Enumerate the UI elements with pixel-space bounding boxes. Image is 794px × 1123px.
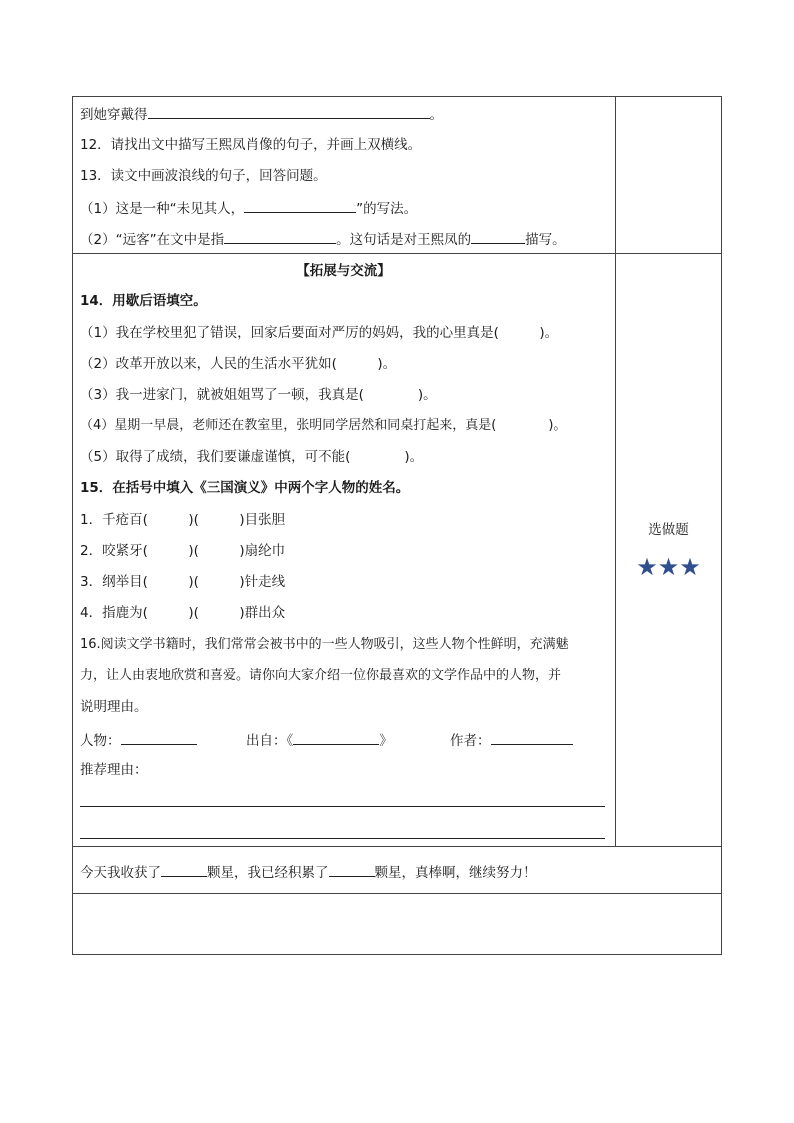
q13-2-prefix: （2）“远客”在文中是指 (80, 232, 225, 248)
blank-author[interactable] (491, 730, 573, 745)
summary-prefix: 今天我收获了 (80, 865, 161, 881)
q13-2-mid: 。这句话是对王熙凤的 (336, 232, 472, 248)
side-column-divider (615, 96, 616, 846)
label-author: 作者： (450, 733, 491, 749)
label-source: 出自：《 (246, 733, 294, 749)
section-heading: 【拓展与交流】 (296, 263, 391, 279)
q13-1-suffix: ”的写法。 (356, 201, 418, 217)
summary-line (80, 862, 537, 882)
question-15-1: 1．千疮百( )( )目张胆 (80, 512, 286, 528)
question-14-3: （3）我一进家门，就被姐姐骂了一顿，我真是( )。 (80, 387, 437, 403)
question-12: 12．请找出文中描写王熙凤肖像的句子，并画上双横线。 (80, 137, 422, 153)
person-field-row (80, 730, 197, 750)
question-14-4: （4）星期一早晨，老师还在教室里，张明同学居然和同桌打起来，真是( )。 (80, 418, 567, 433)
question-14-1: （1）我在学校里犯了错误，回家后要面对严厉的妈妈，我的心里真是( )。 (80, 325, 559, 341)
question-15-4: 4．指鹿为( )( )群出众 (80, 605, 286, 621)
question-14-5: （5）取得了成绩，我们要谦虚谨慎，可不能( )。 (80, 449, 424, 465)
question-13-1 (80, 198, 417, 218)
optional-label: 选做题 (648, 522, 689, 538)
star-rating-icon: ★★★ (636, 553, 701, 581)
row-divider-3 (72, 893, 722, 894)
source-field-row (246, 730, 393, 750)
q13-1-prefix: （1）这是一种“未见其人， (80, 201, 245, 217)
blank-13-2a[interactable] (224, 229, 336, 244)
blank-a[interactable] (148, 104, 430, 119)
summary-mid: 颗星，我已经积累了 (207, 865, 329, 881)
row-divider-2 (72, 846, 722, 847)
q13-2-suffix: 描写。 (525, 232, 566, 248)
line-a-suffix: 。 (429, 107, 443, 123)
question-15-3: 3．纲举目( )( )针走线 (80, 574, 286, 590)
line-a-prefix: 到她穿戴得 (80, 107, 148, 123)
question-13-2 (80, 229, 566, 249)
label-source-end: 》 (379, 733, 393, 749)
blank-source[interactable] (293, 730, 379, 745)
question-15-2: 2．咬紧牙( )( )扇纶巾 (80, 543, 286, 559)
question-14-2: （2）改革开放以来，人民的生活水平犹如( )。 (80, 356, 397, 372)
blank-13-1[interactable] (244, 198, 356, 213)
reason-line-2[interactable] (80, 838, 605, 839)
summary-suffix: 颗星，真棒啊，继续努力！ (374, 865, 537, 881)
label-person: 人物： (80, 733, 121, 749)
row-divider-1 (72, 253, 722, 254)
blank-stars-total[interactable] (329, 862, 375, 877)
question-16-line-1: 16.阅读文学书籍时，我们常常会被书中的一些人物吸引，这些人物个性鲜明，充满魅 (80, 637, 569, 652)
label-reason: 推荐理由： (80, 762, 148, 778)
answer-line-a (80, 104, 443, 124)
question-16-line-2: 力，让人由衷地欣赏和喜爱。请你向大家介绍一位你最喜欢的文学作品中的人物，并 (80, 668, 562, 683)
question-14-title: 14．用歇后语填空。 (80, 293, 207, 309)
blank-13-2b[interactable] (471, 229, 525, 244)
question-13: 13．读文中画波浪线的句子，回答问题。 (80, 168, 327, 184)
question-16-line-3: 说明理由。 (80, 699, 148, 715)
blank-stars-today[interactable] (161, 862, 207, 877)
blank-person[interactable] (121, 730, 197, 745)
question-15-title: 15．在括号中填入《三国演义》中两个字人物的姓名。 (80, 480, 410, 496)
reason-line-1[interactable] (80, 806, 605, 807)
author-field-row (450, 730, 573, 750)
